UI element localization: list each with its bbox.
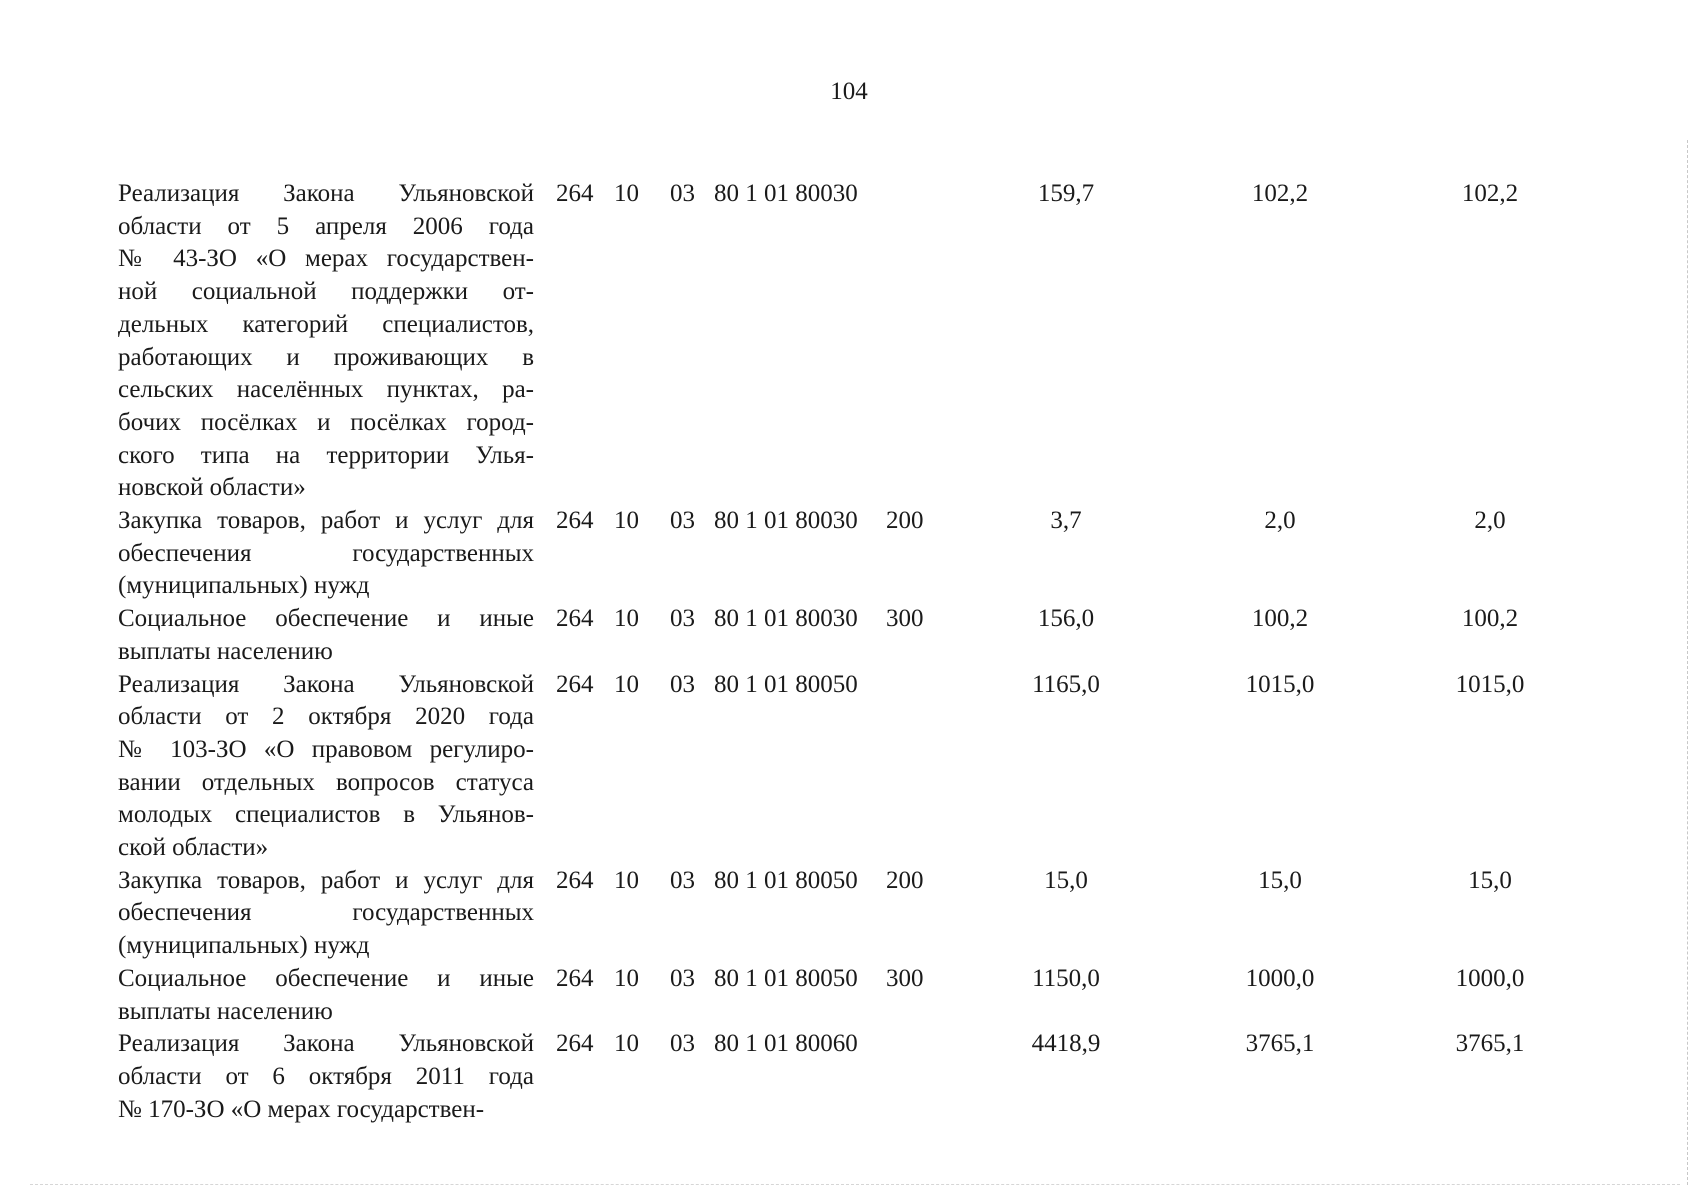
cell-year-2: 2,0 — [1264, 507, 1296, 535]
name-line: области от 5 апреля 2006 года — [118, 212, 534, 240]
cell-pr: 03 — [670, 964, 695, 992]
table-row — [118, 603, 1594, 668]
cell-csr: 80 1 01 80050 — [714, 866, 858, 894]
budget-table — [118, 178, 1594, 1126]
cell-year-3: 2,0 — [1474, 507, 1506, 535]
cell-csr: 80 1 01 80030 — [714, 180, 858, 207]
cell-pr: 03 — [670, 180, 695, 207]
cell-year-2: 1015,0 — [1245, 670, 1315, 698]
row-name — [118, 963, 534, 1028]
name-line: ной социальной поддержки от- — [118, 278, 534, 306]
name-line: обеспечения государственных — [118, 899, 534, 927]
cell-year-2: 102,2 — [1251, 180, 1309, 207]
cell-rz: 10 — [614, 1030, 639, 1058]
cell-year-1: 15,0 — [1044, 866, 1088, 894]
cell-year-3: 3765,1 — [1455, 1030, 1525, 1058]
cell-year-1: 3,7 — [1050, 507, 1082, 535]
cell-year-2: 3765,1 — [1245, 1030, 1315, 1058]
name-line: бочих посёлках и посёлках город- — [118, 408, 534, 436]
gap-cell — [534, 963, 556, 1028]
cell-ved: 264 — [556, 670, 594, 698]
cell-year-1: 4418,9 — [1031, 1030, 1101, 1058]
name-line: области от 6 октября 2011 года — [118, 1062, 534, 1090]
table-row — [118, 865, 1594, 963]
name-line: Закупка товаров, работ и услуг для — [118, 507, 534, 535]
cell-year-1: 159,7 — [1037, 180, 1095, 207]
cell-ved: 264 — [556, 180, 594, 207]
name-line: Закупка товаров, работ и услуг для — [118, 866, 534, 894]
cell-csr: 80 1 01 80050 — [714, 964, 858, 992]
scan-bottom-mark — [30, 1184, 1680, 1186]
cell-year-3: 102,2 — [1461, 180, 1519, 207]
name-line: Реализация Закона Ульяновской — [118, 670, 534, 698]
cell-year-1: 1165,0 — [1032, 670, 1100, 698]
cell-csr: 80 1 01 80060 — [714, 1030, 858, 1058]
cell-rz: 10 — [614, 964, 639, 992]
row-name — [118, 178, 534, 505]
name-line: № 170-ЗО «О мерах государствен- — [118, 1095, 485, 1123]
cell-rz: 10 — [614, 605, 639, 633]
name-line: № 103-ЗО «О правовом регулиро- — [118, 735, 534, 763]
name-line: (муниципальных) нужд — [118, 932, 370, 960]
name-line: новской области» — [118, 474, 306, 502]
name-line: ской области» — [118, 834, 269, 862]
cell-csr: 80 1 01 80030 — [714, 507, 858, 535]
row-name — [118, 603, 534, 668]
table-row — [118, 963, 1594, 1028]
name-line: обеспечения государственных — [118, 539, 534, 567]
cell-pr: 03 — [670, 1030, 695, 1058]
cell-pr: 03 — [670, 866, 695, 894]
name-line: сельских населённых пунктах, ра- — [118, 376, 534, 404]
name-line: молодых специалистов в Ульянов- — [118, 801, 534, 829]
cell-ved: 264 — [556, 964, 594, 992]
cell-year-1: 1150,0 — [1032, 964, 1100, 992]
cell-rz: 10 — [614, 507, 639, 535]
name-line: Реализация Закона Ульяновской — [118, 180, 534, 207]
table-row — [118, 505, 1594, 603]
cell-pr: 03 — [670, 507, 695, 535]
cell-csr: 80 1 01 80050 — [714, 670, 858, 698]
cell-year-3: 100,2 — [1461, 605, 1519, 633]
cell-ved: 264 — [556, 866, 594, 894]
cell-year-3: 1015,0 — [1455, 670, 1525, 698]
cell-year-3: 1000,0 — [1455, 964, 1525, 992]
table-row — [118, 1028, 1594, 1126]
cell-year-3: 15,0 — [1468, 866, 1512, 894]
page-number: 104 — [830, 78, 868, 105]
name-line: Реализация Закона Ульяновской — [118, 1030, 534, 1058]
name-line: выплаты населению — [118, 637, 333, 665]
name-line: (муниципальных) нужд — [118, 572, 370, 600]
cell-pr: 03 — [670, 605, 695, 633]
gap-cell — [534, 865, 556, 963]
row-name — [118, 1028, 534, 1126]
row-name — [118, 505, 534, 603]
table-body — [118, 178, 1594, 1126]
name-line: Социальное обеспечение и иные — [118, 605, 534, 633]
gap-cell — [534, 178, 556, 505]
cell-ved: 264 — [556, 605, 594, 633]
cell-year-2: 100,2 — [1251, 605, 1309, 633]
gap-cell — [534, 603, 556, 668]
gap-cell — [534, 1028, 556, 1126]
cell-pr: 03 — [670, 670, 695, 698]
cell-vr: 200 — [886, 507, 924, 535]
table-row — [118, 178, 1594, 505]
cell-csr: 80 1 01 80030 — [714, 605, 858, 633]
name-line: вании отдельных вопросов статуса — [118, 768, 534, 796]
cell-rz: 10 — [614, 866, 639, 894]
row-name — [118, 865, 534, 963]
cell-year-2: 1000,0 — [1245, 964, 1315, 992]
cell-vr: 200 — [886, 866, 924, 894]
gap-cell — [534, 669, 556, 865]
name-line: № 43-ЗО «О мерах государствен- — [118, 245, 534, 273]
name-line: выплаты населению — [118, 997, 333, 1025]
cell-year-1: 156,0 — [1037, 605, 1095, 633]
table-row — [118, 669, 1594, 865]
cell-vr — [886, 669, 958, 865]
cell-vr: 300 — [886, 605, 924, 633]
cell-vr: 300 — [886, 964, 924, 992]
gap-cell — [534, 505, 556, 603]
name-line: Социальное обеспечение и иные — [118, 964, 534, 992]
scan-edge-mark — [1686, 140, 1688, 1185]
name-line: дельных категорий специалистов, — [118, 310, 534, 338]
cell-vr — [886, 178, 958, 505]
cell-ved: 264 — [556, 507, 594, 535]
name-line: области от 2 октября 2020 года — [118, 703, 534, 731]
cell-vr — [886, 1028, 958, 1126]
cell-year-2: 15,0 — [1258, 866, 1302, 894]
cell-rz: 10 — [614, 180, 639, 207]
name-line: работающих и проживающих в — [118, 343, 534, 371]
cell-rz: 10 — [614, 670, 639, 698]
cell-ved: 264 — [556, 1030, 594, 1058]
name-line: ского типа на территории Улья- — [118, 441, 534, 469]
row-name — [118, 669, 534, 865]
